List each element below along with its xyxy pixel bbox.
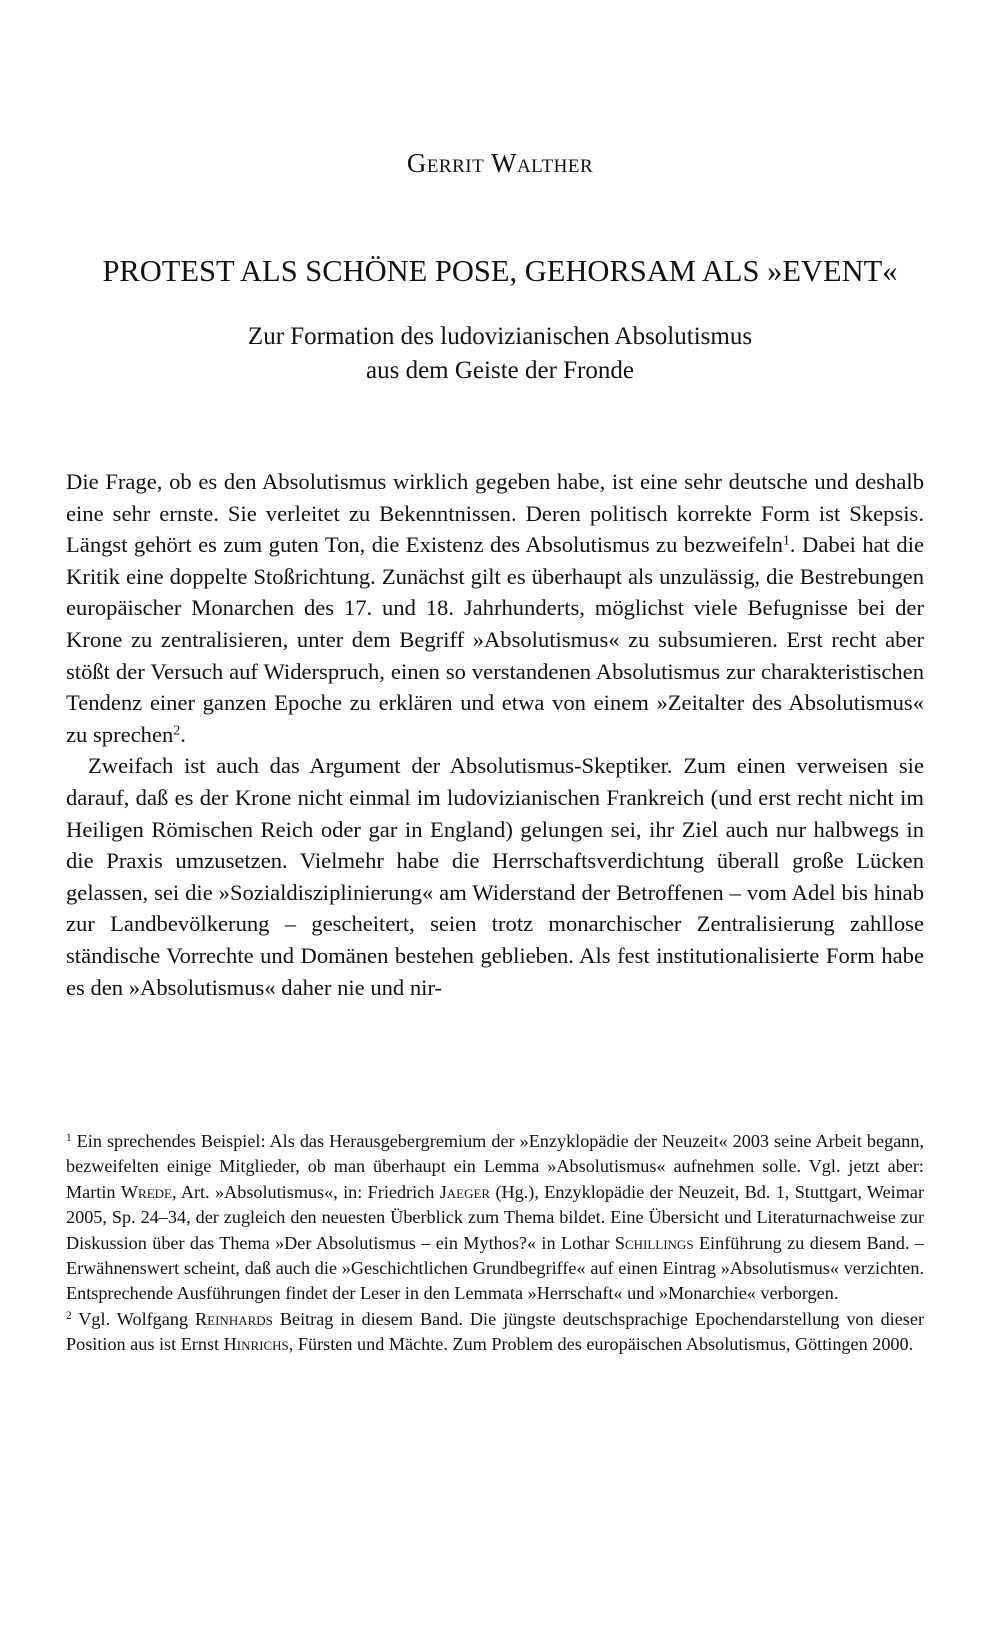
fn2-text-2: Beitrag in diesem Band. Die jüngste deutschsprachige Epochendarstellung von dieser Position aus ist Ernst <box>66 1308 925 1355</box>
subtitle-line-1: Zur Formation des ludovizianischen Absolutismus <box>247 323 753 350</box>
footnote-2 <box>66 1307 924 1358</box>
fn2-text-3: , Fürsten und Mächte. Zum Problem des europäischen Absolutismus, Göttingen 2000. <box>288 1334 914 1355</box>
footnotes <box>66 1129 924 1358</box>
chapter-title: PROTEST ALS SCHÖNE POSE, GEHORSAM ALS »EVENT« <box>102 254 898 288</box>
body-text <box>66 466 924 1003</box>
fn1-author-jaeger: Jaeger <box>439 1181 491 1202</box>
body-paragraph-2: Zweifach ist auch das Argument der Absolutismus-Skeptiker. Zum einen verweisen sie darauf, daß es der Krone nicht einmal im ludovizianischen Frankreich (und erst recht nicht im Heiligen Römischen Reich oder gar in England) gelungen sei, ihr Ziel auch nur halbwegs in die Praxis umzusetzen. Vielmehr habe die Herrschaftsverdichtung überall große Lücken gelassen, sei die »Sozialdisziplinierung« am Widerstand der Betroffenen – vom Adel bis hinab zur Landbevölkerung – gescheitert, seien trotz monarchischer Zentralisierung zahllose ständische Vorrechte und Domänen bestehen geblieben. Als fest institutionalisierte Form habe es den »Absolutismus« daher nie und nir- <box>66 753 924 1000</box>
p1-text-part-1: Die Frage, ob es den Absolutismus wirklich gegeben habe, ist eine sehr deutsche und deshalb eine sehr ernste. Sie verleitet zu Bekenntnissen. Deren politisch korrekte Form ist Skepsis. Längst gehört es zum guten Ton, die Existenz des Absolutismus zu bezweifeln <box>66 469 924 558</box>
author-name: Gerrit Walther <box>406 148 594 178</box>
p1-text-part-2: . Dabei hat die Kritik eine doppelte Stoßrichtung. Zunächst gilt es überhaupt als unzulässig, die Bestrebungen europäischer Monarchen des 17. und 18. Jahrhunderts, möglichst viele Befugnisse bei der Krone zu zentralisieren, unter dem Begriff »Absolutismus« zu subsumieren. Erst recht aber stößt der Versuch auf Widerspruch, einen so verstandenen Absolutismus zur charakteristischen Tendenz einer ganzen Epoche zu erklären und etwa von einem »Zeitalter des Absolutismus« zu sprechen <box>66 532 924 747</box>
fn1-text-1: Ein sprechendes Beispiel: Als das Herausgebergremium der »Enzyklopädie der Neuzeit« 2003 seine Arbeit begann, bezweifelten einige Mitglieder, ob man überhaupt ein Lemma »Absolutismus« aufnehmen solle. Vgl. jetzt aber: Martin <box>66 1131 924 1202</box>
footnote-number-2: 2 <box>66 1309 72 1322</box>
fn2-author-hinrichs: Hinrichs <box>223 1334 289 1355</box>
fn1-text-2: , Art. »Absolutismus«, in: Friedrich <box>171 1181 440 1202</box>
fn1-text-4: Einführung zu diesem Band. – Erwähnenswert scheint, daß auch die »Geschichtlichen Grundbegriffe« auf einen Eintrag »Absolutismus« verzichten. Entsprechende Ausführungen findet der Leser in den Lemmata »Herrschaft« und »Monarchie« verborgen. <box>66 1232 924 1304</box>
footnote-number-1: 1 <box>66 1131 72 1144</box>
footnote-ref-2[interactable]: 2 <box>173 723 181 739</box>
p1-text-part-3: . <box>180 721 186 747</box>
fn1-text-3: (Hg.), Enzyklopädie der Neuzeit, Bd. 1, Stuttgart, Weimar 2005, Sp. 24–34, der zugleich den neuesten Überblick zum Thema bildet. Eine Übersicht und Literaturnachweise zur Diskussion über das Thema »Der Absolutismus – ein Mythos?« in Lothar <box>66 1181 925 1253</box>
body-paragraph-1 <box>66 466 924 750</box>
fn2-text-1: Vgl. Wolfgang <box>71 1308 196 1329</box>
subtitle-line-2: aus dem Geiste der Fronde <box>366 357 634 384</box>
fn2-author-reinhard: Reinhards <box>195 1308 273 1329</box>
footnote-1 <box>66 1129 924 1307</box>
footnote-ref-1[interactable]: 1 <box>782 533 790 549</box>
chapter-subtitle <box>0 320 1000 388</box>
fn1-author-wrede: Wrede <box>120 1181 172 1202</box>
fn1-author-schillings: Schillings <box>614 1232 694 1253</box>
